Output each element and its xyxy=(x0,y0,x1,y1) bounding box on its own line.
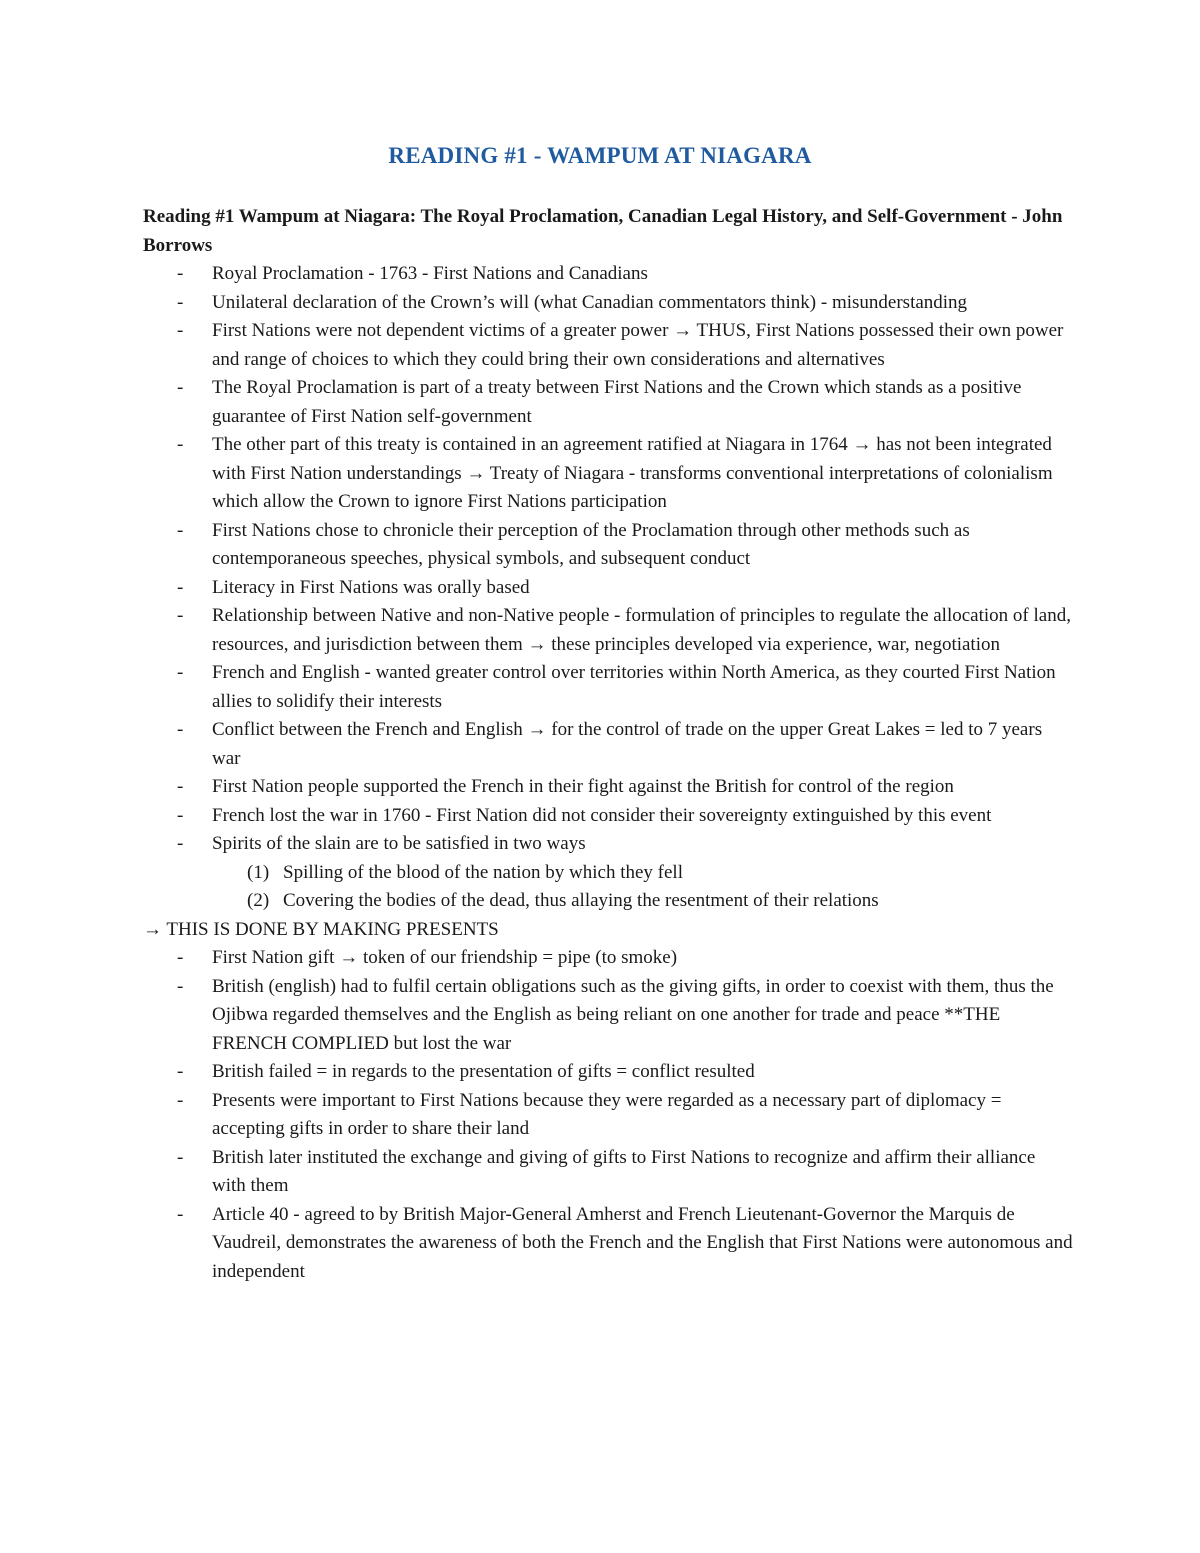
list-item: - French and English - wanted greater control over territories within North America, as they courted First Nation allies to solidify their interests xyxy=(143,659,1073,716)
list-item: - Conflict between the French and English → for the control of trade on the upper Great Lakes = led to 7 years war xyxy=(143,716,1073,773)
list-item: - Article 40 - agreed to by British Major-General Amherst and French Lieutenant-Governor the Marquis de Vaudreil, demonstrates the awareness of both the French and the English that First Nations were autonomous and independent xyxy=(143,1201,1073,1287)
list-item: - First Nation gift → token of our friendship = pipe (to smoke) xyxy=(143,944,1073,973)
list-item: - Relationship between Native and non-Native people - formulation of principles to regulate the allocation of land, resources, and jurisdiction between them → these principles developed via experience, war, negotiation xyxy=(143,602,1073,659)
bullet-list-part1 xyxy=(143,260,1073,859)
list-item: - Royal Proclamation - 1763 - First Nations and Canadians xyxy=(143,260,1073,289)
presents-arrow-line: → THIS IS DONE BY MAKING PRESENTS xyxy=(143,918,499,940)
numbered-item-label: (1) xyxy=(247,861,270,883)
numbered-item-label: (2) xyxy=(247,890,270,911)
list-item: - The Royal Proclamation is part of a treaty between First Nations and the Crown which stands as a positive guarantee of First Nation self-government xyxy=(143,374,1073,431)
numbered-item-text: Spilling of the blood of the nation by which they fell xyxy=(283,861,683,883)
list-item: - British failed = in regards to the presentation of gifts = conflict resulted xyxy=(143,1058,1073,1087)
document-body xyxy=(143,203,1073,1286)
list-item: - First Nations were not dependent victims of a greater power → THUS, First Nations possessed their own power and range of choices to which they could bring their own considerations and alternatives xyxy=(143,317,1073,374)
list-item: - French lost the war in 1760 - First Nation did not consider their sovereignty extinguished by this event xyxy=(143,802,1073,831)
numbered-item-text: Covering the bodies of the dead, thus allaying the resentment of their relations xyxy=(283,890,879,911)
list-item: - British (english) had to fulfil certain obligations such as the giving gifts, in order to coexist with them, thus the Ojibwa regarded themselves and the English as being reliant on one another for trade and peace **THE FRENCH COMPLIED but lost the war xyxy=(143,973,1073,1059)
numbered-item xyxy=(143,887,1073,916)
page-title: READING #1 - WAMPUM AT NIAGARA xyxy=(388,143,812,168)
list-item: - British later instituted the exchange and giving of gifts to First Nations to recognize and affirm their alliance with them xyxy=(143,1144,1073,1201)
list-item: - The other part of this treaty is contained in an agreement ratified at Niagara in 1764 → has not been integrated with First Nation understandings → Treaty of Niagara - transforms conventional interpretations of colonialism which allow the Crown to ignore First Nations participation xyxy=(143,431,1073,517)
list-item: - Literacy in First Nations was orally based xyxy=(143,574,1073,603)
bullet-list-part2 xyxy=(143,944,1073,1286)
list-item: - Unilateral declaration of the Crown’s will (what Canadian commentators think) - misunderstanding xyxy=(143,289,1073,318)
list-item: - Presents were important to First Nations because they were regarded as a necessary part of diplomacy = accepting gifts in order to share their land xyxy=(143,1087,1073,1144)
list-item: - First Nations chose to chronicle their perception of the Proclamation through other methods such as contemporaneous speeches, physical symbols, and subsequent conduct xyxy=(143,517,1073,574)
numbered-list xyxy=(143,859,1073,916)
list-item: - First Nation people supported the French in their fight against the British for control of the region xyxy=(143,773,1073,802)
numbered-item xyxy=(143,859,1073,888)
reading-heading: Reading #1 Wampum at Niagara: The Royal Proclamation, Canadian Legal History, and Self-Government - John Borrows xyxy=(143,206,1063,256)
list-item: - Spirits of the slain are to be satisfied in two ways xyxy=(143,830,1073,859)
